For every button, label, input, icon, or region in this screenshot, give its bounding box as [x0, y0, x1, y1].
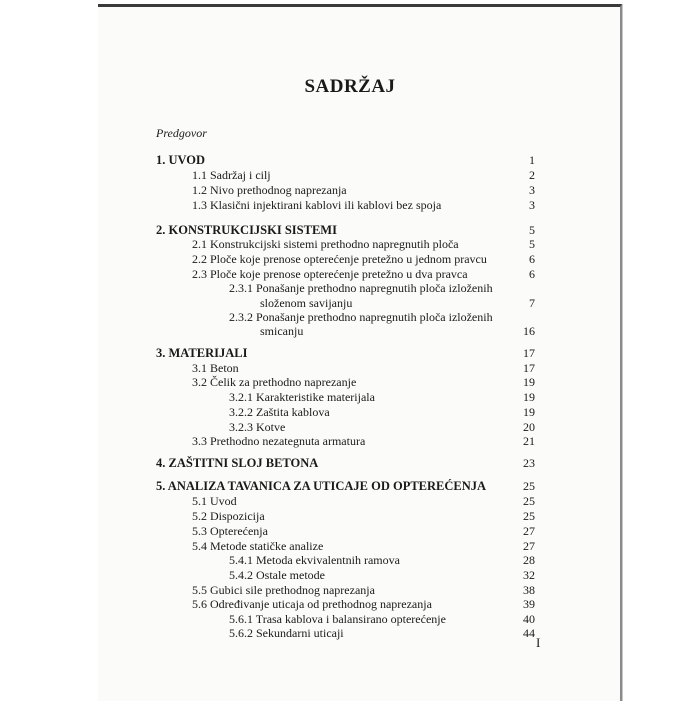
toc-entry-title: 2.3 Ploče koje prenose opterećenje pretežno u dva pravca	[192, 267, 468, 281]
toc-chapter-title: 1. UVOD	[156, 153, 206, 167]
toc-page-number: 39	[523, 597, 535, 611]
toc-entry-title: smicanju	[260, 324, 304, 338]
toc-page-number: 6	[529, 252, 535, 266]
toc-entry-title: 5.6.2 Sekundarni uticaji	[229, 626, 344, 640]
toc-entry-title: 5.3 Opterećenja	[192, 524, 268, 538]
toc-entry-title: 3.1 Beton	[192, 361, 239, 375]
toc-page-number: 28	[523, 553, 535, 567]
preface-entry: Predgovor	[156, 126, 207, 140]
toc-entry-title: 1.1 Sadržaj i cilj	[192, 168, 271, 182]
toc-page-number: 32	[523, 568, 535, 582]
toc-chapter-title: 4. ZAŠTITNI SLOJ BETONA	[156, 456, 319, 470]
toc-entry-title: 5.1 Uvod	[192, 494, 237, 508]
toc-page-number: 38	[523, 583, 535, 597]
toc-page-number: 2	[529, 168, 535, 182]
toc-entry-title: 3.2.3 Kotve	[229, 420, 286, 434]
toc-page-number: 21	[523, 434, 535, 448]
toc-page-number: 16	[523, 324, 535, 338]
toc-chapter-title: 5. ANALIZA TAVANICA ZA UTICAJE OD OPTEREĆENJA	[156, 479, 487, 493]
toc-entry-title: 3.2 Čelik za prethodno naprezanje	[192, 375, 357, 389]
toc-page-number: 19	[523, 405, 535, 419]
toc-chapter-title: 2. KONSTRUKCIJSKI SISTEMI	[156, 223, 337, 237]
toc-page-number: 40	[523, 612, 535, 626]
toc-page-number: 25	[523, 494, 535, 508]
toc-page-number: 27	[523, 524, 535, 538]
toc-page-number: 44	[523, 626, 535, 640]
toc-entry-title: 5.4 Metode statičke analize	[192, 539, 324, 553]
toc-page-number: 20	[523, 420, 535, 434]
toc-entry-title: 2.2 Ploče koje prenose opterećenje pretežno u jednom pravcu	[192, 252, 487, 266]
toc-entry-title: 2.3.2 Ponašanje prethodno napregnutih ploča izloženih	[229, 310, 493, 324]
page-number: I	[536, 635, 541, 650]
toc-page-number: 5	[529, 223, 535, 237]
toc-entry-title: složenom savijanju	[260, 296, 353, 310]
toc-page-number: 17	[523, 346, 535, 360]
toc-entry-title: 3.3 Prethodno nezategnuta armatura	[192, 434, 366, 448]
toc-page-number: 7	[529, 296, 535, 310]
toc-page-number: 23	[523, 456, 535, 470]
toc-page-number: 1	[529, 153, 535, 167]
toc-entry-title: 2.3.1 Ponašanje prethodno napregnutih ploča izloženih	[229, 281, 493, 295]
toc-entry-title: 3.2.1 Karakteristike materijala	[229, 390, 375, 404]
toc-entry-title: 1.3 Klasični injektirani kablovi ili kablovi bez spoja	[192, 198, 442, 212]
toc-page-number: 27	[523, 539, 535, 553]
toc-entry-title: 5.6 Određivanje uticaja od prethodnog naprezanja	[192, 597, 432, 611]
toc-page-number: 25	[523, 509, 535, 523]
toc-entry-title: 5.4.1 Metoda ekvivalentnih ramova	[229, 553, 400, 567]
toc-page-number: 3	[529, 183, 535, 197]
toc-page-number: 6	[529, 267, 535, 281]
toc-entry-title: 5.4.2 Ostale metode	[229, 568, 325, 582]
toc-entry-title: 5.6.1 Trasa kablova i balansirano opterećenje	[229, 612, 446, 626]
toc-page-number: 25	[523, 479, 535, 493]
toc-entry-title: 2.1 Konstrukcijski sistemi prethodno napregnutih ploča	[192, 237, 459, 251]
toc-entry-title: 5.2 Dispozicija	[192, 509, 265, 523]
toc-page-number: 19	[523, 375, 535, 389]
toc-page-number: 3	[529, 198, 535, 212]
toc-entry-title: 5.5 Gubici sile prethodnog naprezanja	[192, 583, 375, 597]
page-title: SADRŽAJ	[304, 76, 396, 97]
toc-page-number: 5	[529, 237, 535, 251]
toc-entry-title: 1.2 Nivo prethodnog naprezanja	[192, 183, 347, 197]
toc-chapter-title: 3. MATERIJALI	[156, 346, 248, 360]
toc-entry-title: 3.2.2 Zaštita kablova	[229, 405, 330, 419]
toc-page-number: 17	[523, 361, 535, 375]
toc-page-number: 19	[523, 390, 535, 404]
